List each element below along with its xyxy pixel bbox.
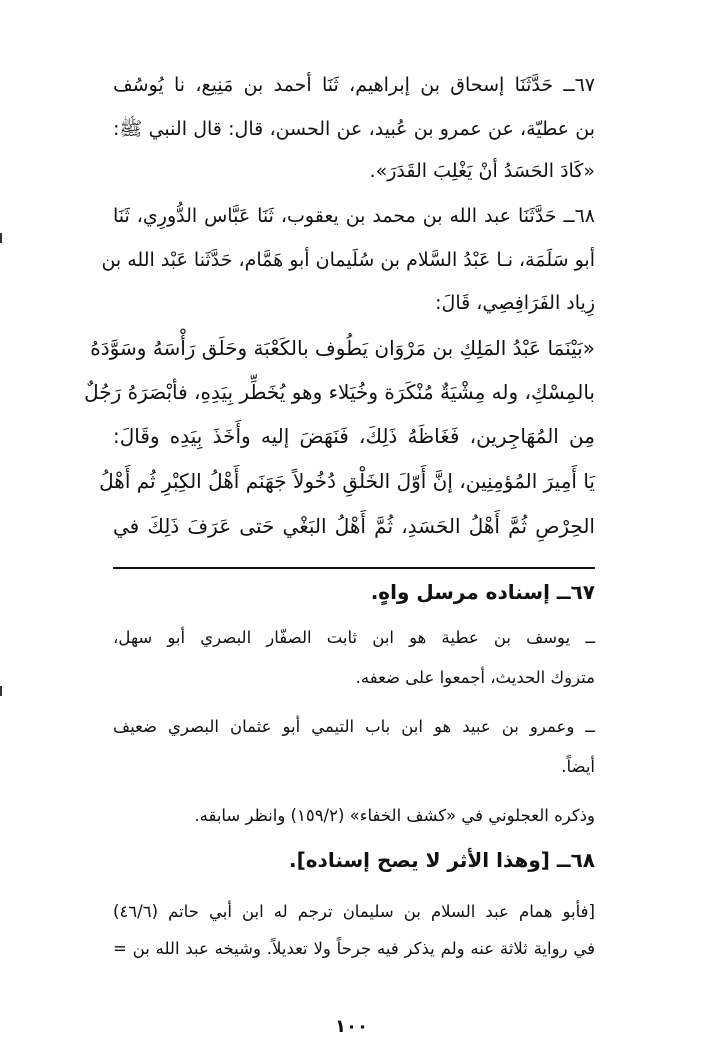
footnote-68-line-1: [فأبو همام عبد السلام بن سليمان ترجم له ابن أبي حاتم (٤٦/٦) xyxy=(113,902,595,921)
main-text-line-3: «كَادَ الحَسَدُ أنْ يَغْلِبَ القَدَرَ». xyxy=(369,160,595,182)
footnote-67b-line-1: ــ وعمرو بن عبيد هو ابن باب التيمي أبو عثمان البصري ضعيف xyxy=(113,717,595,736)
matn-line-2: بالمِسْكِ، وله مِشْيَةٌ مُنْكَرَة وخُيَلاء وهو يُخَطِّر بِيَدِهِ، فأبْصَرَهُ رَجُلٌ xyxy=(84,380,595,404)
matn-line-3: مِن المُهَاجِرين، فَغَاظَهُ ذَلِكَ، فَنَهَضَ إليه وأَخَذَ بِيَدِه وقَالَ: xyxy=(113,424,595,448)
footnote-68-line-2: في رواية ثلاثة عنه ولم يذكر فيه جرحاً ولا تعديلاً. وشيخه عبد الله بن = xyxy=(113,939,595,958)
margin-mark xyxy=(0,233,2,243)
footnote-separator xyxy=(113,567,595,569)
margin-mark xyxy=(0,686,2,696)
footnote-67c-line-1: وذكره العجلوني في «كشف الخفاء» (١٥٩/٢) وانظر سابقه. xyxy=(194,806,595,825)
main-text-line-1: ٦٧ــ حَدَّثَنَا إسحاق بن إبراهيم، ثَنَا أحمد بن مَنِيع، نا يُوسُف xyxy=(113,74,595,96)
main-text-line-4: ٦٨ــ حَدَّثَنَا عبد الله بن محمد بن يعقوب، ثَنَا عَبَّاس الدُّورِي، ثَنَا xyxy=(113,205,595,227)
matn-line-1: «بَيْنَمَا عَبْدُ المَلِكِ بن مَرْوَان يَطُوف بالكَعْبَة وحَلَق رَأْسَهُ وسَوَّدَهُ xyxy=(90,336,595,360)
footnote-67a-line-1: ــ يوسف بن عطية هو ابن ثابت الصفّار البصري أبو سهل، xyxy=(113,628,595,647)
main-text-line-2: بن عطيّة، عن عمرو بن عُبيد، عن الحسن، قال: قال النبي ﷺ: xyxy=(113,118,595,140)
footnote-67a-line-2: متروك الحديث، أجمعوا على ضعفه. xyxy=(355,668,595,687)
matn-line-4: يَا أَمِيرَ المُؤمِنِين، إنَّ أَوّلَ الخَلْقِ دُخُولاً جَهَنَم أَهْلُ الكِبْرِ ثُم أَهْلُ xyxy=(99,469,595,493)
footnote-67b-line-2: أيضاً. xyxy=(561,757,595,776)
page-number: ١٠٠ xyxy=(335,1016,368,1037)
matn-line-5: الحِرْصِ ثُمَّ أَهْلُ الحَسَدِ، ثُمَّ أَهْلُ البَغْي حَتى عَرَفَ ذَلِكَ في xyxy=(113,514,595,538)
footnote-heading-67: ٦٧ــ إسناده مرسل واهٍ. xyxy=(370,580,595,604)
main-text-line-5: أبو سَلَمَة، نـا عَبْدُ السَّلام بن سُلَيمان أبو هَمَّام، حَدَّثَنا عَبْد الله بن xyxy=(101,249,595,271)
main-text-line-6: زِياد الفَرَافِصِي، قَالَ: xyxy=(435,292,595,314)
footnote-heading-68: ٦٨ــ [وهذا الأثر لا يصح إسناده]. xyxy=(289,848,595,872)
